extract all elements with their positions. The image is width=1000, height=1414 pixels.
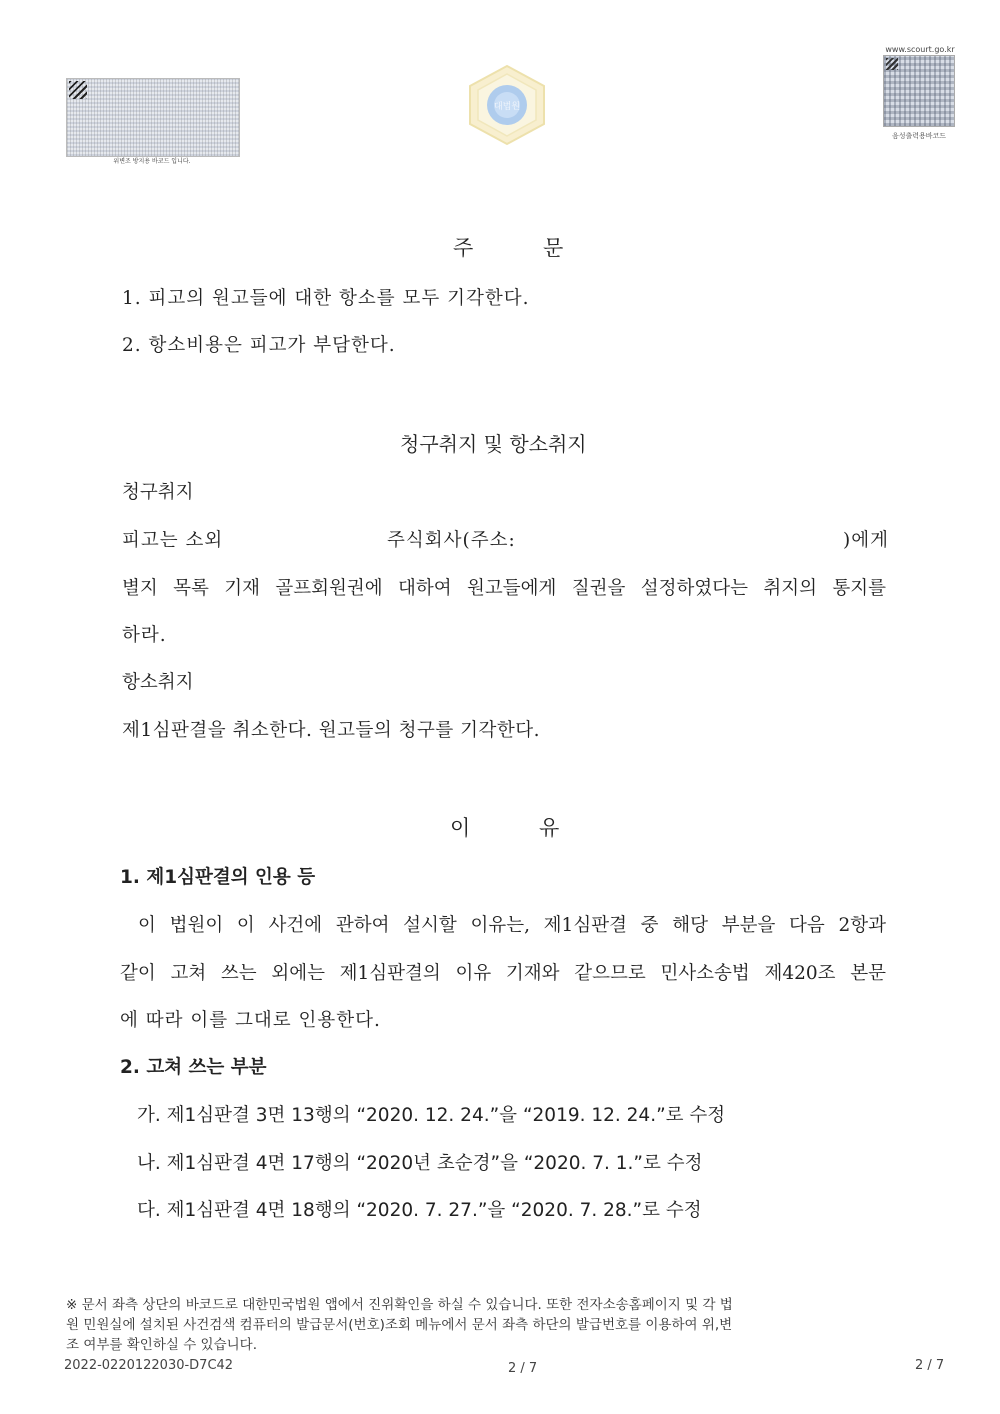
order-heading-right: 문 xyxy=(543,236,564,260)
seal-text: 대법원 xyxy=(493,102,521,112)
section-1-title: 1. 제1심판결의 인용 등 xyxy=(120,867,316,888)
section-1-line-3: 에 따라 이를 그대로 인용한다. xyxy=(120,1010,381,1031)
qr-corner-mark xyxy=(886,58,898,70)
notice-line-3: 조 여부를 확인하실 수 있습니다. xyxy=(66,1337,257,1353)
court-seal-logo xyxy=(462,64,552,146)
qr-caption: 음성출력용바코드 xyxy=(891,132,947,140)
correction-item-na: 나. 제1심판결 4면 17행의 “2020년 초순경”을 “2020. 7. 1.”로 수정 xyxy=(137,1153,703,1174)
voice-output-barcode xyxy=(883,55,955,127)
claim-line1-part1: 피고는 소외 xyxy=(122,530,224,551)
issue-number: 2022-0220122030-D7C42 xyxy=(64,1358,234,1373)
notice-line-2: 원 민원실에 설치된 사건검색 컴퓨터의 발급문서(번호)조회 메뉴에서 문서 좌측 하단의 발급번호를 이용하여 위,변 xyxy=(66,1317,733,1333)
section-2-title: 2. 고쳐 쓰는 부분 xyxy=(120,1057,267,1078)
claim-line2: 별지 목록 기재 골프회원권에 대하여 원고들에게 질권을 설정하였다는 취지의 통지를 xyxy=(122,578,886,599)
section-1-line-2: 같이 고쳐 쓰는 외에는 제1심판결의 이유 기재와 같으므로 민사소송법 제420조 본문 xyxy=(120,963,886,984)
reason-heading-right: 유 xyxy=(539,816,560,840)
reason-heading-left: 이 xyxy=(450,816,471,840)
appeal-label: 항소취지 xyxy=(122,672,194,693)
order-item-1: 1. 피고의 원고들에 대한 항소를 모두 기각한다. xyxy=(122,288,530,309)
correction-item-ga: 가. 제1심판결 3면 13행의 “2020. 12. 24.”을 “2019. 12. 24.”로 수정 xyxy=(137,1105,726,1126)
claim-line1-part2: 주식회사(주소: xyxy=(387,530,516,551)
appeal-text: 제1심판결을 취소한다. 원고들의 청구를 기각한다. xyxy=(122,720,540,741)
barcode-caption: 위변조 방지용 바코드 입니다. xyxy=(113,158,191,165)
claim-line1-part3: )에게 xyxy=(843,530,889,551)
claim-line3: 하라. xyxy=(122,625,167,646)
section-1-line-1: 이 법원이 이 사건에 관하여 설시할 이유는, 제1심판결 중 해당 부분을 다음 2항과 xyxy=(138,915,886,936)
qr-url-label: www.scourt.go.kr xyxy=(885,45,955,54)
notice-line-1: ※ 문서 좌측 상단의 바코드로 대한민국법원 앱에서 진위확인을 하실 수 있습니다. 또한 전자소송홈페이지 및 각 법 xyxy=(66,1297,733,1313)
order-heading-left: 주 xyxy=(453,236,474,260)
verification-notice xyxy=(66,1295,936,1355)
authenticity-barcode xyxy=(66,78,240,157)
claim-label: 청구취지 xyxy=(122,482,194,503)
barcode-corner-mark xyxy=(69,81,87,99)
page-number-center: 2 / 7 xyxy=(508,1361,538,1376)
page-number-right: 2 / 7 xyxy=(915,1358,945,1373)
correction-item-da: 다. 제1심판결 4면 18행의 “2020. 7. 27.”을 “2020. 7. 28.”로 수정 xyxy=(137,1200,702,1221)
claim-heading: 청구취지 및 항소취지 xyxy=(400,432,587,456)
order-item-2: 2. 항소비용은 피고가 부담한다. xyxy=(122,335,396,356)
